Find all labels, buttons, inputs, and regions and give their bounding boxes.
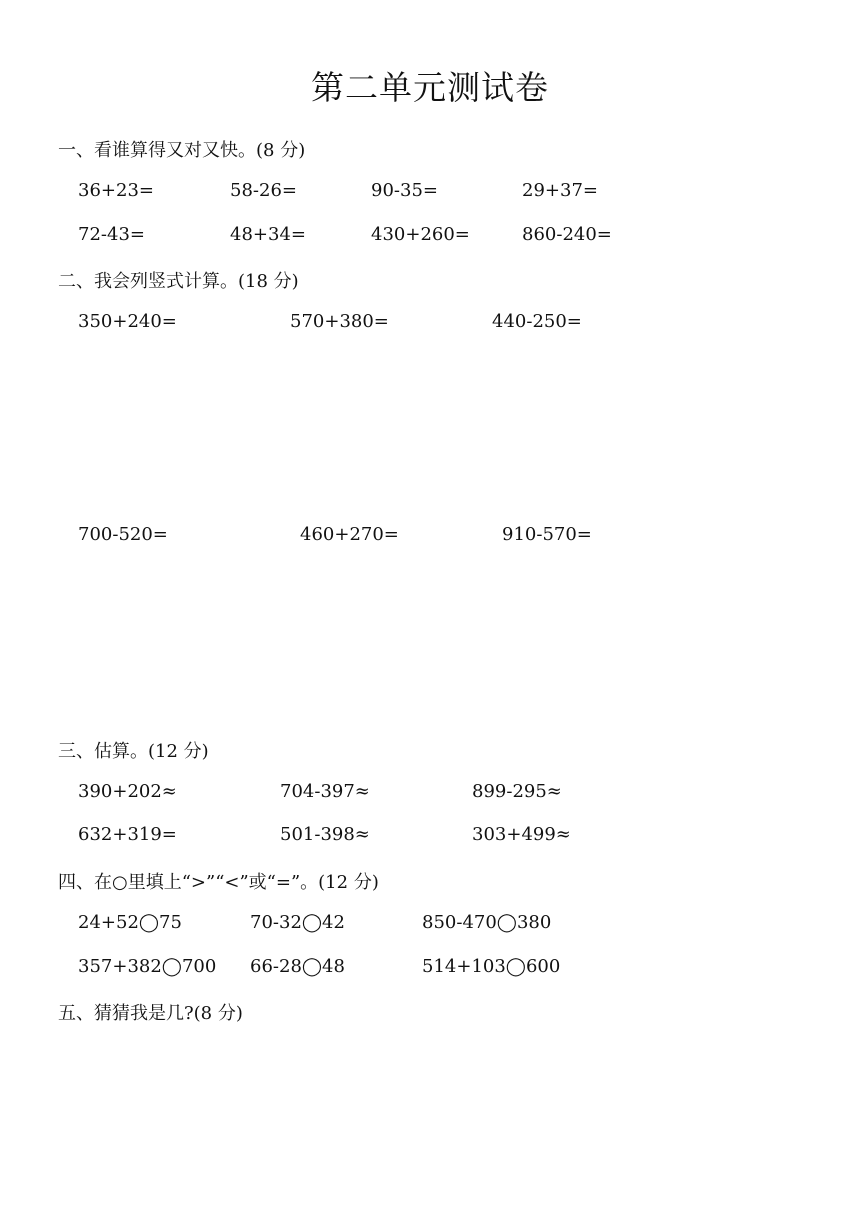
problem: 36+23= (78, 180, 154, 201)
problem: 24+52◯75 (78, 912, 182, 933)
problem: 570+380= (290, 311, 389, 332)
problem: 899-295≈ (472, 781, 562, 802)
section-4-heading: 四、在○里填上“>”“<”或“=”。(12 分) (58, 872, 379, 893)
problem: 29+37= (522, 180, 598, 201)
problem: 72-43= (78, 224, 145, 245)
problem: 632+319= (78, 824, 177, 845)
problem: 860-240= (522, 224, 612, 245)
problem: 90-35= (371, 180, 438, 201)
page-title: 第二单元测试卷 (311, 68, 549, 107)
problem: 303+499≈ (472, 824, 571, 845)
section-2-heading: 二、我会列竖式计算。(18 分) (58, 271, 299, 292)
problem: 501-398≈ (280, 824, 370, 845)
problem: 70-32◯42 (250, 912, 345, 933)
problem: 66-28◯48 (250, 956, 345, 977)
problem: 58-26= (230, 180, 297, 201)
problem: 48+34= (230, 224, 306, 245)
problem: 704-397≈ (280, 781, 370, 802)
problem: 350+240= (78, 311, 177, 332)
problem: 390+202≈ (78, 781, 177, 802)
problem: 910-570= (502, 524, 592, 545)
problem: 460+270= (300, 524, 399, 545)
problem: 430+260= (371, 224, 470, 245)
problem: 850-470◯380 (422, 912, 552, 933)
section-1-heading: 一、看谁算得又对又快。(8 分) (58, 140, 306, 161)
problem: 357+382◯700 (78, 956, 217, 977)
section-3-heading: 三、估算。(12 分) (58, 741, 209, 762)
section-5-heading: 五、猜猜我是几?(8 分) (58, 1003, 243, 1024)
problem: 440-250= (492, 311, 582, 332)
problem: 514+103◯600 (422, 956, 561, 977)
problem: 700-520= (78, 524, 168, 545)
